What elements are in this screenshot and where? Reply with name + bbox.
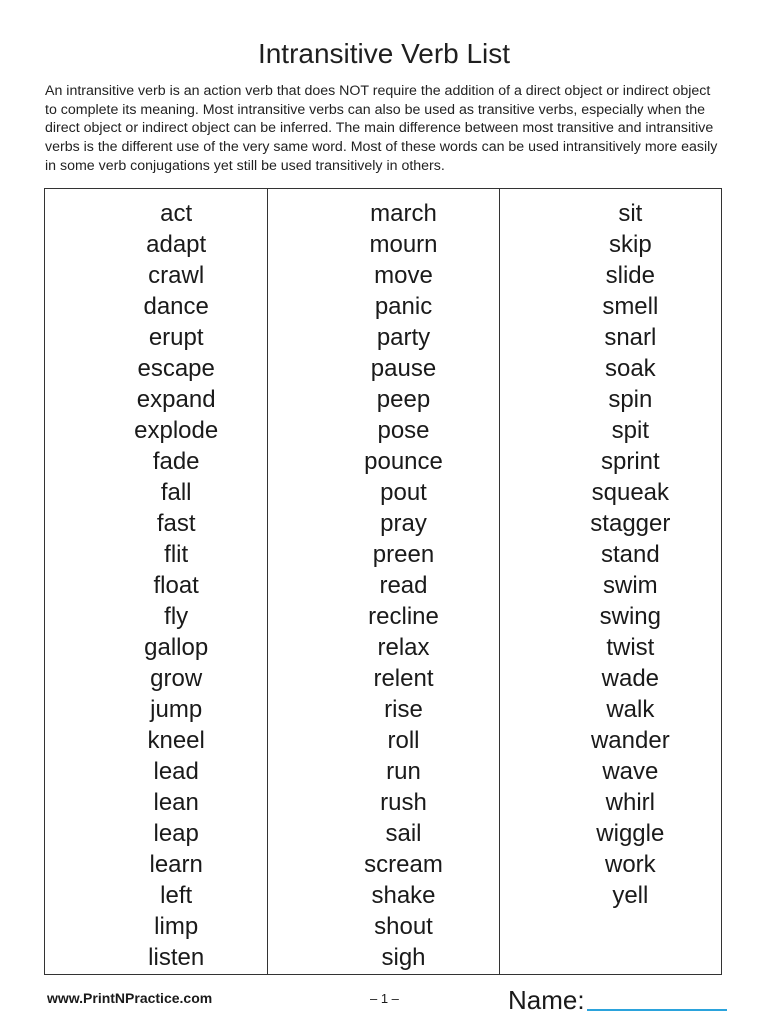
verb-item: pray [380, 510, 427, 537]
verb-item: spin [608, 386, 653, 413]
verb-item: sail [385, 820, 422, 847]
verb-item: crawl [148, 262, 205, 289]
name-label: Name: [508, 985, 585, 1015]
page-title: Intransitive Verb List [257, 38, 511, 69]
verb-item: limp [154, 913, 199, 940]
verb-item: rush [380, 789, 427, 816]
verb-item: shout [374, 913, 433, 940]
verb-item: swing [599, 603, 661, 630]
verb-item: gallop [144, 634, 209, 661]
verb-item: flit [164, 541, 189, 568]
verb-item: kneel [147, 727, 205, 754]
verb-item: preen [372, 541, 435, 568]
verb-item: explode [134, 417, 219, 444]
verb-item: grow [150, 665, 203, 692]
verb-item: peep [376, 386, 431, 413]
verb-item: move [374, 262, 433, 289]
verb-item: pause [370, 355, 437, 382]
name-field [508, 981, 727, 1016]
verb-item: mourn [369, 231, 438, 258]
verb-item: squeak [591, 479, 670, 506]
verb-item: left [160, 882, 193, 909]
verb-item: fade [152, 448, 200, 475]
verb-item: soak [604, 355, 656, 382]
verb-item: sit [618, 200, 643, 227]
verb-item: adapt [146, 231, 207, 258]
verb-item: fall [160, 479, 192, 506]
verb-item: skip [608, 231, 652, 258]
verb-item: escape [137, 355, 215, 382]
verb-item: whirl [605, 789, 655, 816]
verb-item: lead [153, 758, 199, 785]
verb-item: jump [150, 696, 203, 723]
verb-column-3 [499, 189, 721, 974]
page-number: – 1 – [370, 991, 399, 1006]
verb-item: rise [384, 696, 423, 723]
verb-item: wander [590, 727, 670, 754]
verb-item: expand [136, 386, 216, 413]
verb-item: wiggle [596, 820, 665, 847]
verb-table [44, 188, 722, 975]
name-blank-line[interactable] [587, 983, 727, 1011]
verb-item: yell [612, 882, 649, 909]
verb-item: read [379, 572, 428, 599]
verb-item: act [160, 200, 193, 227]
verb-column-1 [45, 189, 267, 974]
verb-item: march [370, 200, 437, 227]
verb-item: stand [600, 541, 660, 568]
verb-item: learn [149, 851, 203, 878]
footer-website: www.PrintNPractice.com [47, 990, 213, 1006]
verb-item: twist [606, 634, 655, 661]
verb-item: scream [364, 851, 443, 878]
verb-item: fly [164, 603, 189, 630]
verb-item: float [153, 572, 199, 599]
verb-item: dance [143, 293, 209, 320]
verb-item: lean [153, 789, 199, 816]
verb-item: sprint [600, 448, 660, 475]
verb-item: pounce [364, 448, 443, 475]
verb-item: recline [368, 603, 439, 630]
verb-item: pout [380, 479, 427, 506]
verb-item: snarl [604, 324, 657, 351]
verb-item: run [386, 758, 421, 785]
verb-item: panic [374, 293, 433, 320]
verb-item: party [376, 324, 431, 351]
verb-item: slide [605, 262, 655, 289]
verb-item: swim [603, 572, 658, 599]
verb-item: stagger [590, 510, 671, 537]
verb-item: wave [602, 758, 659, 785]
verb-item: leap [153, 820, 199, 847]
verb-item: work [604, 851, 656, 878]
verb-column-2 [267, 189, 498, 974]
verb-item: relax [377, 634, 430, 661]
verb-item: wade [601, 665, 660, 692]
verb-item: relent [373, 665, 434, 692]
intro-paragraph: An intransitive verb is an action verb that does NOT require the addition of a direct object or indirect object to complete its meaning. Most intransitive verbs can also be used as transitive verbs, especially when the direct object or indirect object can be inferred. The main difference between most transitive and intransitive verbs is the different use of the very same word. Most of these words can be used intransitively more easily in some verb conjugations yet still be used transitively in others. [45, 83, 718, 174]
verb-item: sigh [381, 944, 426, 971]
verb-item: spit [611, 417, 649, 444]
verb-item: erupt [148, 324, 204, 351]
verb-item: listen [148, 944, 205, 971]
verb-item: shake [371, 882, 436, 909]
verb-item: walk [606, 696, 655, 723]
verb-item: fast [156, 510, 196, 537]
verb-item: pose [377, 417, 430, 444]
verb-item: roll [387, 727, 420, 754]
verb-item: smell [602, 293, 659, 320]
